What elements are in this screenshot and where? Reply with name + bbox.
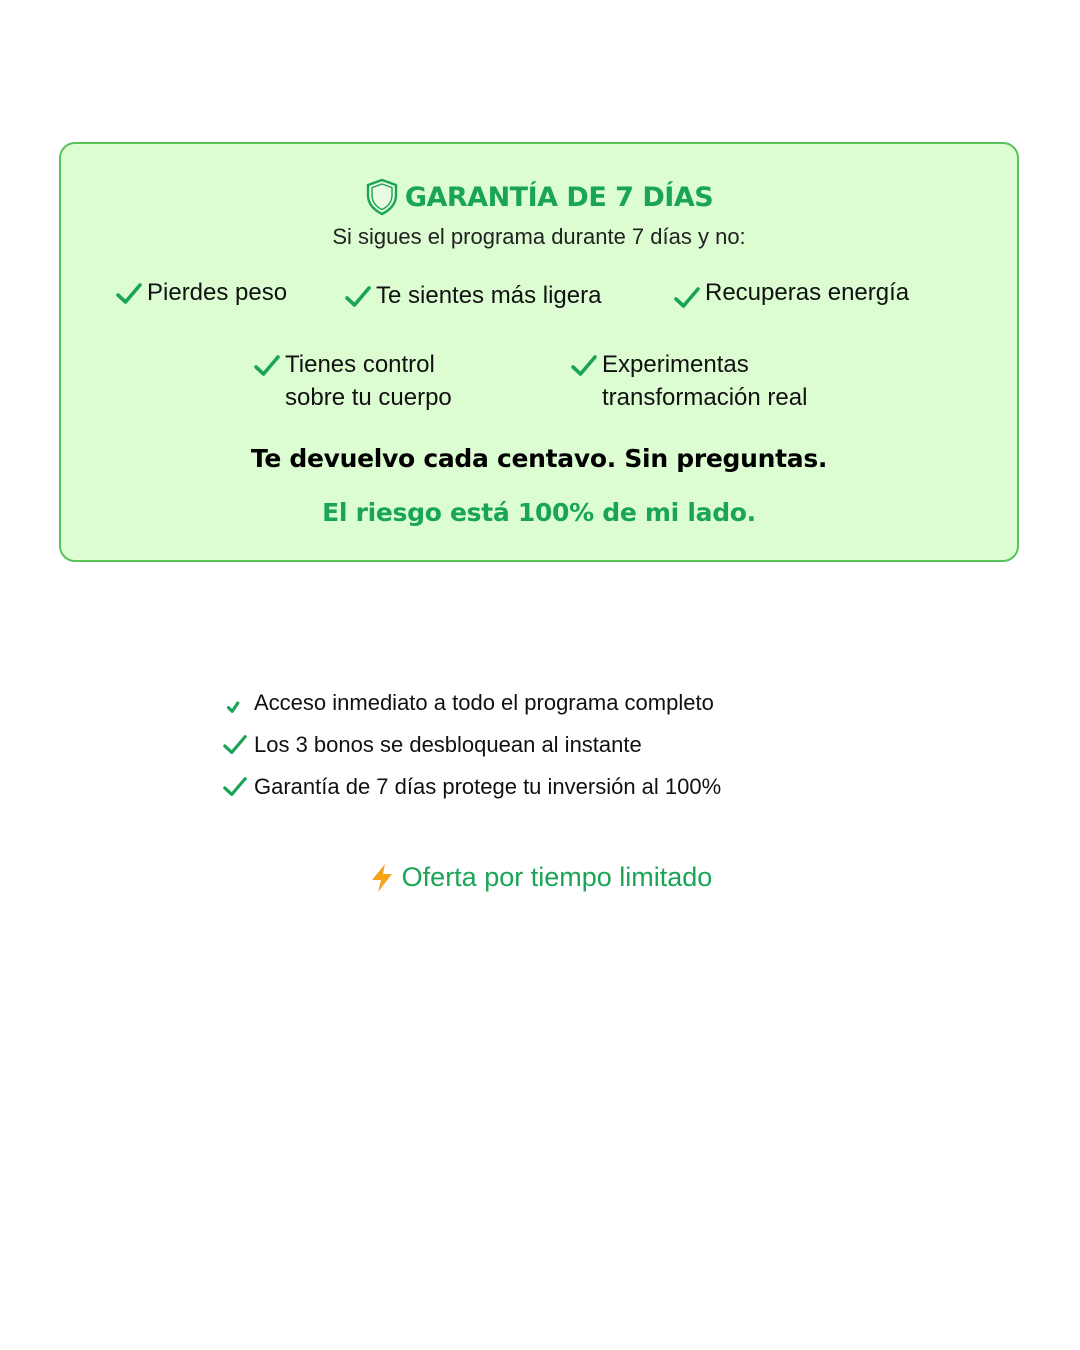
benefit-item xyxy=(344,279,601,312)
checkmark-icon xyxy=(222,732,248,758)
benefit-label: Pierdes peso xyxy=(147,279,288,306)
benefit-label: Tienes control xyxy=(285,351,435,378)
limited-offer xyxy=(0,862,1080,893)
guarantee-title-row xyxy=(61,178,1017,216)
guarantee-title: GARANTÍA DE 7 DÍAS xyxy=(404,181,714,213)
perk-label: Garantía de 7 días protege tu inversión al 100% xyxy=(254,774,722,799)
list-item xyxy=(222,682,721,724)
checkmark-icon xyxy=(253,352,281,380)
perk-label: Los 3 bonos se desbloquean al instante xyxy=(254,732,642,757)
benefit-label-line2: sobre tu cuerpo xyxy=(285,384,452,411)
benefit-text xyxy=(285,348,452,414)
benefit-label-line2: transformación real xyxy=(602,384,808,411)
benefit-label: Te sientes más ligera xyxy=(376,282,602,309)
list-item xyxy=(222,724,721,766)
benefit-label: Experimentas xyxy=(602,351,749,378)
benefit-text xyxy=(602,348,807,414)
checkmark-icon xyxy=(570,352,598,380)
checkmark-icon xyxy=(222,774,248,800)
benefit-item xyxy=(570,348,807,414)
checkmark-icon xyxy=(222,690,248,716)
benefit-item xyxy=(253,348,452,414)
checkmark-icon xyxy=(115,280,143,308)
benefit-item xyxy=(115,276,287,309)
checkmark-icon xyxy=(344,283,372,311)
benefit-label: Recuperas energía xyxy=(705,279,910,306)
risk-statement: El riesgo está 100% de mi lado. xyxy=(322,498,756,527)
refund-statement: Te devuelvo cada centavo. Sin preguntas. xyxy=(250,444,828,473)
guarantee-box xyxy=(59,142,1019,562)
shield-icon xyxy=(365,178,399,216)
benefit-item xyxy=(673,276,909,312)
guarantee-subtitle: Si sigues el programa durante 7 días y no: xyxy=(332,224,746,249)
checkmark-icon xyxy=(673,284,701,312)
offer-text: Oferta por tiempo limitado xyxy=(401,862,713,892)
perks-list xyxy=(222,682,721,808)
lightning-icon xyxy=(368,863,396,893)
list-item xyxy=(222,766,721,808)
perk-label: Acceso inmediato a todo el programa completo xyxy=(254,690,714,715)
